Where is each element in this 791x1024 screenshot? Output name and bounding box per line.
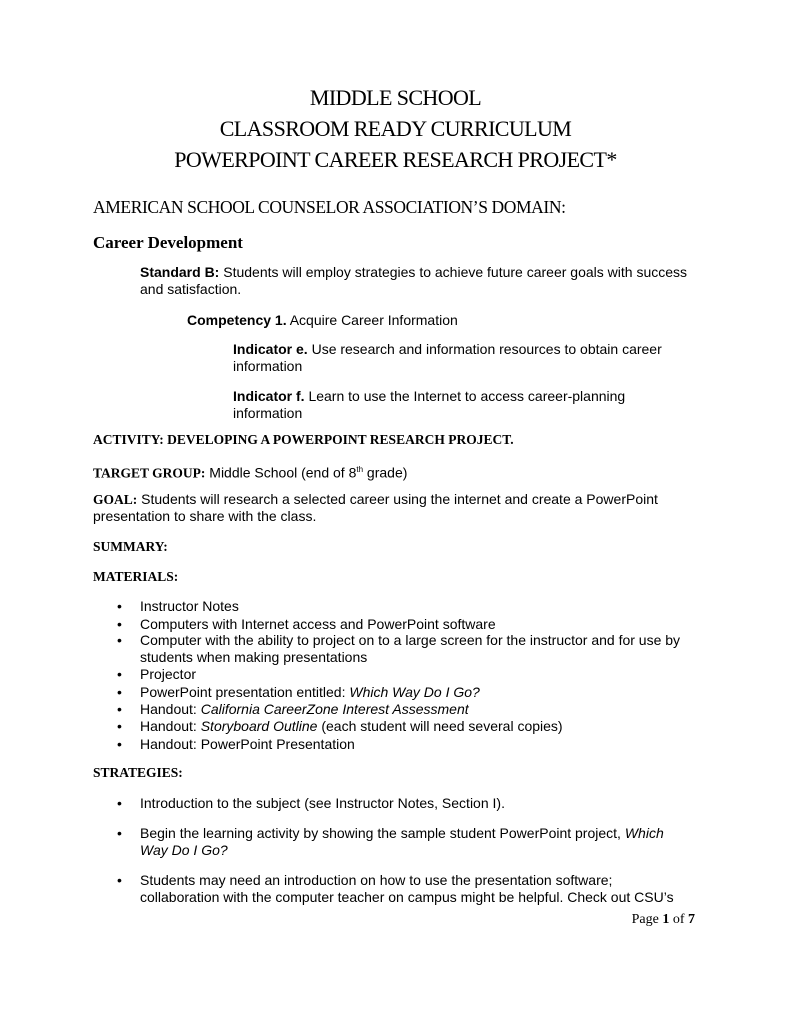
- standard-b: [140, 264, 687, 298]
- bullet-icon: •: [117, 598, 122, 614]
- indicator-e-text-2: information: [233, 358, 303, 374]
- list-item-text: Handout:: [140, 701, 201, 717]
- indicator-f: [233, 388, 625, 422]
- goal-text: Students will research a selected career using the internet and create a PowerPoint: [137, 491, 658, 507]
- list-item-italic-2: Way Do I Go?: [140, 842, 228, 858]
- bullet-icon: •: [117, 718, 122, 734]
- list-item: Introduction to the subject (see Instructor Notes, Section I).: [140, 795, 505, 811]
- target-sup: th: [356, 465, 364, 474]
- bullet-icon: •: [117, 825, 122, 841]
- list-item-text: Students may need an introduction on how to use the presentation software;: [140, 872, 613, 888]
- standard-text-2: and satisfaction.: [140, 281, 242, 297]
- title-line-1: MIDDLE SCHOOL: [309, 85, 482, 110]
- title-line-3: POWERPOINT CAREER RESEARCH PROJECT*: [174, 147, 617, 172]
- list-item-text-2: collaboration with the computer teacher on campus might be helpful. Check out CSU’s: [140, 889, 674, 905]
- page-total: 7: [688, 912, 695, 927]
- list-item-italic: Storyboard Outline: [200, 718, 318, 734]
- goal-label: GOAL:: [93, 492, 138, 507]
- bullet-icon: •: [117, 872, 122, 888]
- page-label: Page: [631, 912, 663, 927]
- list-item-text-2: (each student will need several copies): [317, 718, 563, 734]
- list-item-text: Begin the learning activity by showing the sample student PowerPoint project,: [140, 825, 625, 841]
- list-item-italic: Which: [624, 825, 664, 841]
- list-item: Projector: [140, 666, 197, 682]
- list-item: Handout: PowerPoint Presentation: [140, 736, 355, 752]
- strategies-heading: STRATEGIES:: [93, 765, 183, 780]
- summary-heading: SUMMARY:: [93, 539, 168, 554]
- bullet-icon: •: [117, 736, 122, 752]
- list-item: [140, 718, 563, 735]
- bullet-icon: •: [117, 666, 122, 682]
- list-item-text-2: students when making presentations: [140, 649, 368, 665]
- target-label: TARGET GROUP:: [93, 465, 206, 481]
- list-item: [140, 684, 480, 701]
- list-item-italic: California CareerZone Interest Assessment: [200, 701, 469, 717]
- list-item: [140, 701, 469, 718]
- list-item: [140, 825, 664, 859]
- list-item: Instructor Notes: [140, 598, 239, 614]
- list-item: [140, 872, 674, 906]
- indicator-f-text-2: information: [233, 405, 303, 421]
- list-item-italic: Which Way Do I Go?: [349, 684, 480, 700]
- standard-text: Students will employ strategies to achieve future career goals with success: [219, 264, 688, 280]
- list-item: [140, 632, 680, 666]
- bullet-icon: •: [117, 795, 122, 811]
- page-of: of: [669, 912, 688, 927]
- bullet-icon: •: [117, 684, 122, 700]
- competency-text: Acquire Career Information: [286, 312, 458, 328]
- target-after: grade): [363, 464, 408, 481]
- page-current: 1: [662, 912, 670, 927]
- list-item-text: Computer with the ability to project on to a large screen for the instructor and for use by: [140, 632, 681, 648]
- indicator-e: [233, 341, 662, 375]
- target-group: [93, 461, 407, 482]
- bullet-icon: •: [117, 616, 122, 632]
- bullet-icon: •: [117, 701, 122, 717]
- goal: [93, 491, 658, 525]
- bullet-icon: •: [117, 632, 122, 648]
- target-text: Middle School (end of 8: [205, 464, 357, 481]
- competency-label: Competency 1.: [187, 312, 287, 328]
- indicator-e-label: Indicator e.: [233, 341, 308, 357]
- activity-heading: ACTIVITY: DEVELOPING A POWERPOINT RESEARCH PROJECT.: [93, 432, 514, 447]
- indicator-e-text: Use research and information resources to obtain career: [307, 341, 662, 357]
- standard-label: Standard B:: [140, 264, 220, 280]
- list-item-text: PowerPoint presentation entitled:: [140, 684, 350, 700]
- career-development-heading: Career Development: [93, 233, 243, 252]
- list-item: Computers with Internet access and PowerPoint software: [140, 616, 496, 632]
- materials-heading: MATERIALS:: [93, 569, 179, 584]
- competency: [187, 312, 458, 329]
- domain-heading: AMERICAN SCHOOL COUNSELOR ASSOCIATION’S DOMAIN:: [93, 197, 566, 217]
- indicator-f-text: Learn to use the Internet to access career-planning: [304, 388, 626, 404]
- list-item-text: Handout:: [140, 718, 201, 734]
- title-line-2: CLASSROOM READY CURRICULUM: [219, 116, 572, 141]
- page-number: [632, 912, 695, 928]
- indicator-f-label: Indicator f.: [233, 388, 305, 404]
- goal-text-2: presentation to share with the class.: [93, 508, 317, 524]
